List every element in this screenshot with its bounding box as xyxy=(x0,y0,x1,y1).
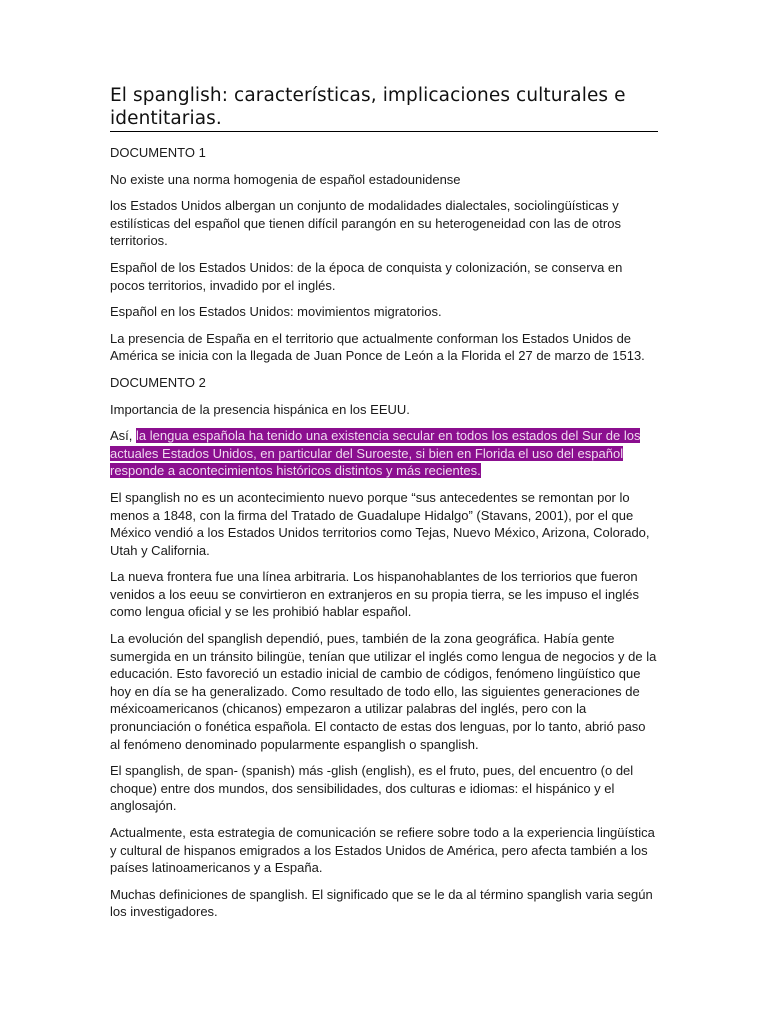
paragraph: La nueva frontera fue una línea arbitraria. Los hispanohablantes de los terriorios que fueron venidos a los eeuu se convirtieron en extranjeros en su propia tierra, se les impuso el inglés como lengua oficial y se les prohibió hablar español. xyxy=(110,569,639,620)
highlighted-text: la lengua española ha tenido una existencia secular en todos los estados del Sur de los actuales Estados Unidos, en particular del Suroeste, si bien en Florida el uso del español responde a acontecimientos históricos distintos y más recientes. xyxy=(110,428,641,479)
paragraph: Importancia de la presencia hispánica en los EEUU. xyxy=(110,401,410,417)
paragraph-lead-text: Así, xyxy=(110,428,137,444)
paragraph: Español en los Estados Unidos: movimientos migratorios. xyxy=(110,304,442,320)
paragraph: Muchas definiciones de spanglish. El significado que se le da al término spanglish varia según los investigadores. xyxy=(110,886,653,920)
paragraph: Actualmente, esta estrategia de comunicación se refiere sobre todo a la experiencia lingüística y cultural de hispanos emigrados a los Estados Unidos de América, pero afecta también a los países latinoamericanos y a España. xyxy=(110,825,655,876)
section-heading: DOCUMENTO 1 xyxy=(110,145,206,160)
document-page xyxy=(110,84,658,930)
paragraph: La evolución del spanglish dependió, pues, también de la zona geográfica. Había gente sumergida en un tránsito bilingüe, tenían que utilizar el inglés como lengua de negocios y de la educación. Esto favoreció un estadio inicial de cambio de códigos, fenómeno lingüístico que hoy en día se ha generalizado. Como resultado de todo ello, las siguientes generaciones de méxicoamericanos (chicanos) empezaron a utilizar palabras del inglés, pero con la pronunciación o fonética española. El contacto de estas dos lenguas, por lo tanto, abrió paso al fenómeno denominado popularmente espanglish o spanglish. xyxy=(110,631,657,752)
paragraph: El spanglish no es un acontecimiento nuevo porque “sus antecedentes se remontan por lo menos a 1848, con la firma del Tratado de Guadalupe Hidalgo” (Stavans, 2001), por el que México vendió a los Estados Unidos territorios como Tejas, Nuevo México, Arizona, Colorado, Utah y California. xyxy=(110,489,650,558)
section-heading: DOCUMENTO 2 xyxy=(110,374,206,390)
paragraph: No existe una norma homogenia de español estadounidense xyxy=(110,171,461,187)
paragraph: los Estados Unidos albergan un conjunto de modalidades dialectales, sociolingüísticas y estilísticas del español que tienen difícil parangón en su heterogeneidad con las de otros territorios. xyxy=(110,198,621,249)
paragraph: Español de los Estados Unidos: de la época de conquista y colonización, se conserva en pocos territorios, invadido por el inglés. xyxy=(110,259,623,293)
document-title: El spanglish: características, implicaciones culturales e identitarias. xyxy=(110,84,658,132)
paragraph: El spanglish, de span- (spanish) más -glish (english), es el fruto, pues, del encuentro (o del choque) entre dos mundos, dos sensibilidades, dos culturas e idiomas: el hispánico y el anglosajón. xyxy=(110,763,634,814)
highlighted-paragraph xyxy=(110,427,658,480)
paragraph: La presencia de España en el territorio que actualmente conforman los Estados Unidos de América se inicia con la llegada de Juan Ponce de León a la Florida el 27 de marzo de 1513. xyxy=(110,330,645,364)
document-body xyxy=(110,144,658,921)
